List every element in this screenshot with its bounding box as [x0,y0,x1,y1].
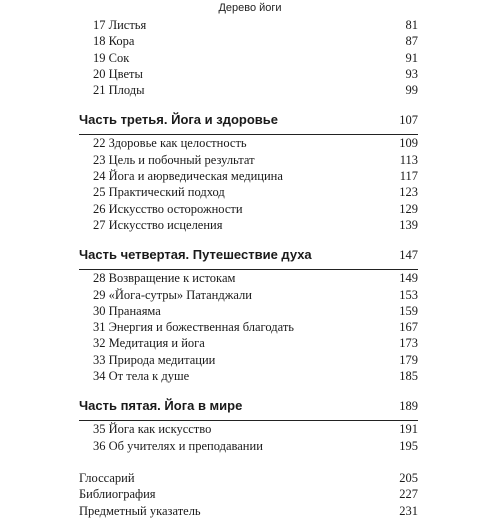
toc-entry-title: 35 Йога как искусство [93,422,212,437]
toc-entry-page: 227 [399,487,418,502]
toc-entry [0,470,500,486]
toc-entry [0,168,500,184]
part-page: 107 [399,113,418,128]
toc-entry-page: 167 [399,320,418,335]
toc-entry [0,184,500,200]
toc-entry-title: 34 От тела к душе [93,369,190,384]
toc-entry-title: 22 Здоровье как целостность [93,136,247,151]
toc-entry [0,17,500,33]
toc-entry-page: 123 [399,185,418,200]
toc-entry [0,50,500,66]
toc-entry-page: 87 [405,34,418,49]
intro-entries [0,17,500,98]
toc-entry [0,421,500,437]
toc-entry-page: 159 [399,303,418,318]
toc-entry-page: 113 [399,152,418,167]
toc-entry [0,217,500,233]
toc-entry-title: 26 Искусство осторожности [93,201,243,216]
part-title: Часть пятая. Йога в мире [79,398,243,414]
toc-entry [0,66,500,82]
toc-entry-title: Предметный указатель [79,503,201,518]
toc-entry-page: 91 [405,50,418,65]
running-head: Дерево йоги [218,2,282,14]
toc-entry [0,335,500,351]
toc-entry-title: 21 Плоды [93,83,145,98]
part-heading [0,246,500,264]
toc-entry-page: 99 [405,83,418,98]
toc-entry [0,319,500,335]
toc-entry-page: 81 [405,18,418,32]
toc-entry [0,352,500,368]
toc-entry-title: 20 Цветы [93,66,143,81]
part-heading [0,111,500,129]
toc-part [0,397,500,454]
toc-entry [0,270,500,286]
toc-entry [0,33,500,49]
toc-entry-title: 33 Природа медитации [93,352,216,367]
toc-entry-title: 30 Пранаяма [93,303,161,318]
toc-entry-title: 27 Искусство исцеления [93,217,223,232]
toc-entry-page: 185 [399,369,418,384]
toc-entry-title: 29 «Йога-сутры» Патанджали [93,287,252,302]
toc-entry-page: 149 [399,271,418,286]
part-title: Часть третья. Йога и здоровье [79,112,278,128]
toc-part [0,111,500,233]
toc-entry-title: 31 Энергия и божественная благодать [93,320,294,335]
table-of-contents [0,17,500,519]
toc-entry-page: 153 [399,287,418,302]
toc-entry-title: 36 Об учителях и преподавании [93,438,263,453]
toc-entry [0,135,500,151]
toc-entry-title: 23 Цель и побочный результат [93,152,255,167]
back-matter [0,470,500,519]
toc-entry-title: 19 Сок [93,50,130,65]
toc-entry [0,438,500,454]
toc-entry-title: 18 Кора [93,34,135,49]
toc-entry [0,503,500,519]
toc-entry-page: 173 [399,336,418,351]
toc-entry-page: 117 [399,169,418,184]
toc-entry [0,303,500,319]
part-heading [0,397,500,415]
toc-entry [0,82,500,98]
toc-entry-page: 179 [399,352,418,367]
toc-entry-page: 231 [399,503,418,518]
toc-entry-page: 129 [399,201,418,216]
toc-part [0,246,500,384]
toc-entry-page: 191 [399,422,418,437]
toc-entry-title: 24 Йога и аюрведическая медицина [93,169,283,184]
toc-entry [0,201,500,217]
toc-entry-title: Библиография [79,487,156,502]
toc-entry-title: 32 Медитация и йога [93,336,205,351]
toc-entry [0,287,500,303]
toc-entry-title: 28 Возвращение к истокам [93,271,236,286]
toc-entry-title: 25 Практический подход [93,185,225,200]
toc-entry [0,368,500,384]
toc-entry-page: 195 [399,438,418,453]
part-page: 189 [399,399,418,414]
part-page: 147 [399,248,418,263]
toc-entry-page: 205 [399,470,418,485]
toc-entry-page: 109 [399,136,418,151]
toc-entry [0,152,500,168]
toc-entry-title: 17 Листья [93,18,147,32]
toc-entry-page: 139 [399,217,418,232]
toc-entry [0,486,500,502]
part-title: Часть четвертая. Путешествие духа [79,247,312,263]
toc-entry-title: Глоссарий [79,470,135,485]
toc-entry-page: 93 [405,66,418,81]
